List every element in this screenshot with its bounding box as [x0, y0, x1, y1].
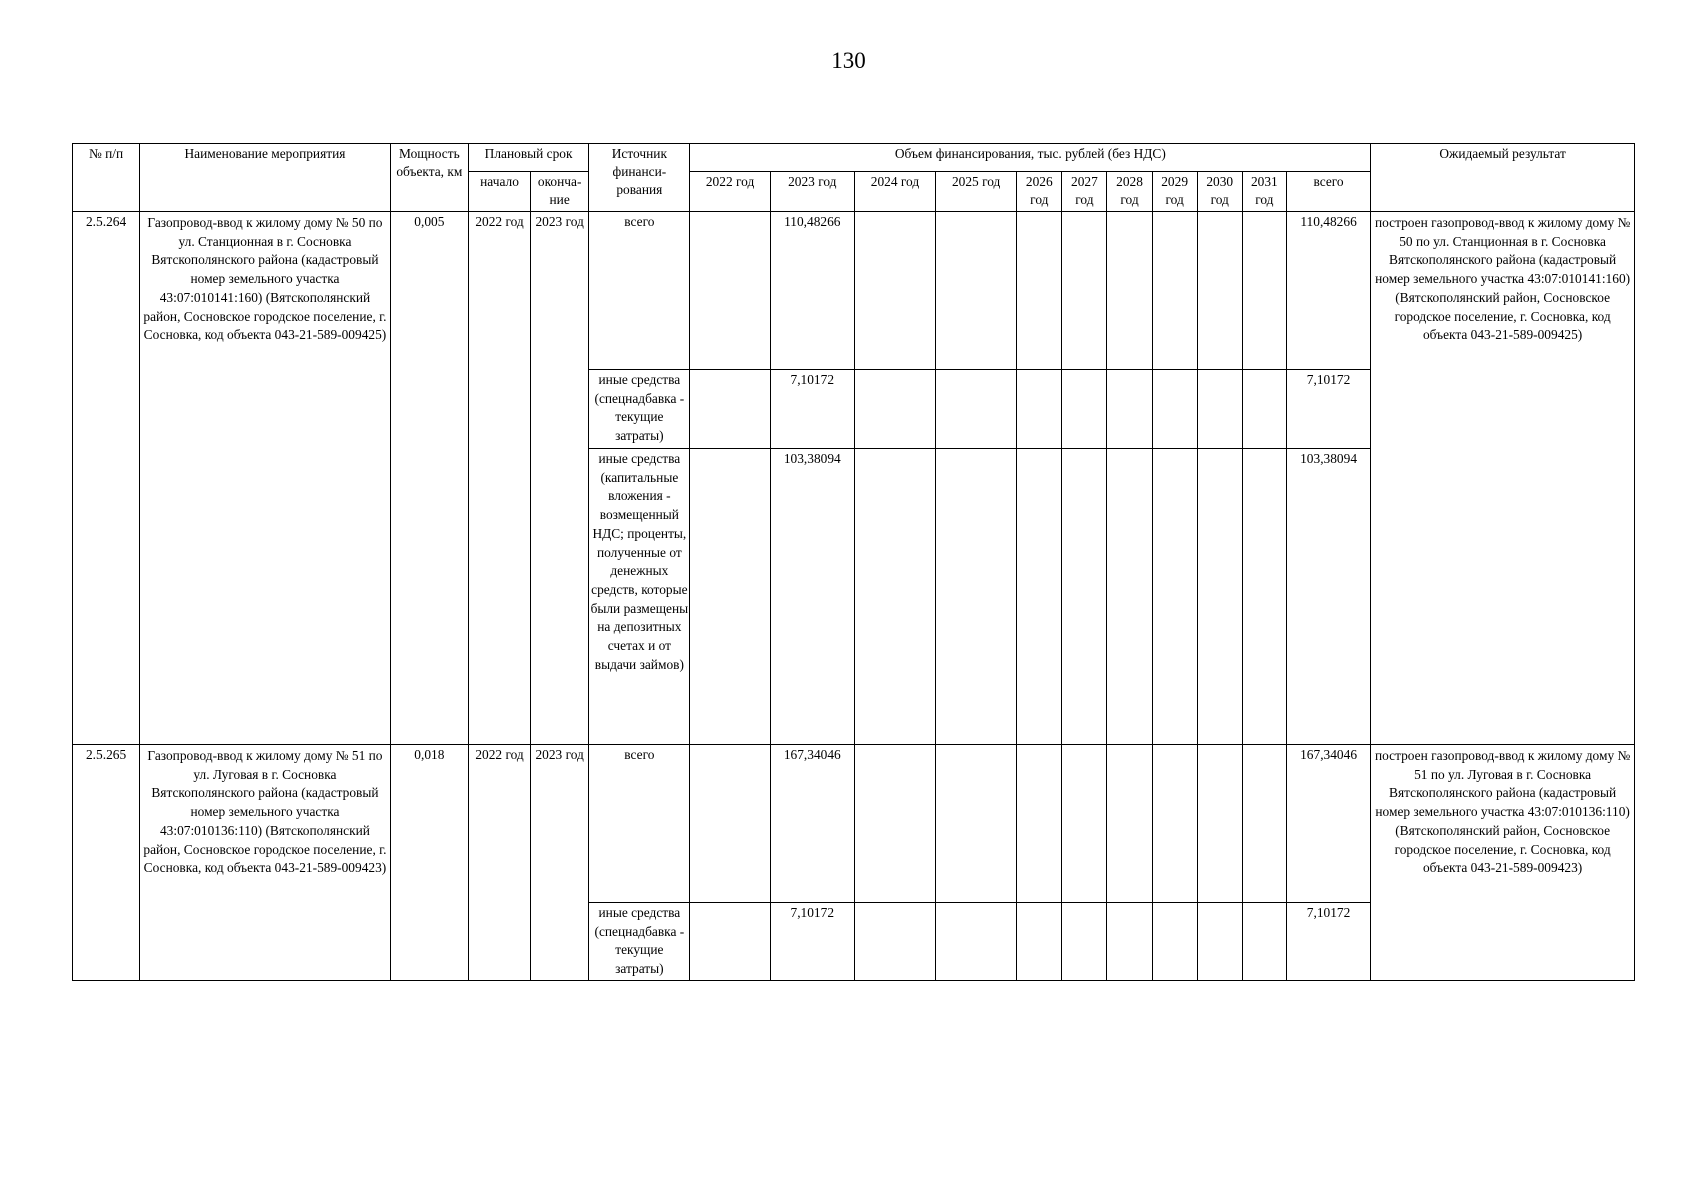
value-2028	[1107, 370, 1152, 449]
value-total: 7,10172	[1286, 370, 1370, 449]
value-2024	[854, 449, 935, 745]
value-2025	[936, 370, 1017, 449]
value-2022	[690, 212, 770, 370]
value-2030	[1197, 212, 1242, 370]
value-2031	[1242, 370, 1286, 449]
value-2023: 7,10172	[770, 903, 854, 981]
row-end: 2023 год	[531, 212, 589, 745]
row-start: 2022 год	[468, 212, 530, 745]
value-2030	[1197, 449, 1242, 745]
value-2027	[1062, 212, 1107, 370]
value-2024	[854, 903, 935, 981]
value-total: 167,34046	[1286, 745, 1370, 903]
value-2031	[1242, 449, 1286, 745]
header-year-2027: 2027 год	[1062, 172, 1107, 212]
header-result: Ожидаемый результат	[1371, 144, 1635, 212]
row-result: построен газопровод-ввод к жилому дому № 50 по ул. Станционная в г. Сосновка Вятскополянского района (кадастровый номер земельного участка 43:07:010141:160) (Вятскополянский район, Сосновское городское поселение, г. Сосновка, код объекта 043-21-589-009425)	[1371, 212, 1635, 745]
header-year-2023: 2023 год	[770, 172, 854, 212]
header-year-2028: 2028 год	[1107, 172, 1152, 212]
table-row	[73, 212, 1635, 370]
value-2029	[1152, 212, 1197, 370]
value-2027	[1062, 745, 1107, 903]
value-2028	[1107, 903, 1152, 981]
value-2026	[1017, 903, 1062, 981]
source-label: иные средства (спецнадбавка - текущие затраты)	[589, 370, 690, 449]
row-name: Газопровод-ввод к жилому дому № 50 по ул. Станционная в г. Сосновка Вятскополянского района (кадастровый номер земельного участка 43:07:010141:160) (Вятскополянский район, Сосновское городское поселение, г. Сосновка, код объекта 043-21-589-009425)	[140, 212, 391, 745]
header-num: № п/п	[73, 144, 140, 212]
value-2025	[936, 745, 1017, 903]
value-2030	[1197, 903, 1242, 981]
value-total: 103,38094	[1286, 449, 1370, 745]
header-source: Источник финанси-рования	[589, 144, 690, 212]
value-2029	[1152, 903, 1197, 981]
financing-table	[72, 143, 1635, 981]
value-2023: 167,34046	[770, 745, 854, 903]
value-2031	[1242, 903, 1286, 981]
value-2030	[1197, 745, 1242, 903]
header-end: оконча-ние	[531, 172, 589, 212]
table-row	[73, 745, 1635, 903]
header-year-2031: 2031 год	[1242, 172, 1286, 212]
header-plan-term: Плановый срок	[468, 144, 588, 172]
value-2026	[1017, 212, 1062, 370]
value-2030	[1197, 370, 1242, 449]
value-2031	[1242, 212, 1286, 370]
row-end: 2023 год	[531, 745, 589, 981]
value-2023: 103,38094	[770, 449, 854, 745]
value-2027	[1062, 370, 1107, 449]
value-2029	[1152, 370, 1197, 449]
value-2029	[1152, 745, 1197, 903]
value-total: 110,48266	[1286, 212, 1370, 370]
value-2022	[690, 903, 770, 981]
value-2026	[1017, 449, 1062, 745]
row-name: Газопровод-ввод к жилому дому № 51 по ул. Луговая в г. Сосновка Вятскополянского района (кадастровый номер земельного участка 43:07:010136:110) (Вятскополянский район, Сосновское городское поселение, г. Сосновка, код объекта 043-21-589-009423)	[140, 745, 391, 981]
row-capacity: 0,018	[390, 745, 468, 981]
value-total: 7,10172	[1286, 903, 1370, 981]
value-2023: 110,48266	[770, 212, 854, 370]
source-label: всего	[589, 745, 690, 903]
value-2025	[936, 212, 1017, 370]
value-2026	[1017, 745, 1062, 903]
value-2023: 7,10172	[770, 370, 854, 449]
source-label: иные средства (спецнадбавка - текущие затраты)	[589, 903, 690, 981]
header-capacity: Мощность объекта, км	[390, 144, 468, 212]
value-2024	[854, 212, 935, 370]
source-label: всего	[589, 212, 690, 370]
row-capacity: 0,005	[390, 212, 468, 745]
value-2024	[854, 370, 935, 449]
value-2022	[690, 745, 770, 903]
value-2026	[1017, 370, 1062, 449]
value-2024	[854, 745, 935, 903]
row-num: 2.5.265	[73, 745, 140, 981]
header-total: всего	[1286, 172, 1370, 212]
header-volume: Объем финансирования, тыс. рублей (без НДС)	[690, 144, 1371, 172]
row-result: построен газопровод-ввод к жилому дому № 51 по ул. Луговая в г. Сосновка Вятскополянского района (кадастровый номер земельного участка 43:07:010136:110) (Вятскополянский район, Сосновское городское поселение, г. Сосновка, код объекта 043-21-589-009423)	[1371, 745, 1635, 981]
header-name: Наименование мероприятия	[140, 144, 391, 212]
header-year-2026: 2026 год	[1017, 172, 1062, 212]
row-start: 2022 год	[468, 745, 530, 981]
value-2029	[1152, 449, 1197, 745]
value-2028	[1107, 212, 1152, 370]
page-number: 130	[831, 48, 866, 73]
value-2031	[1242, 745, 1286, 903]
value-2028	[1107, 449, 1152, 745]
header-year-2025: 2025 год	[936, 172, 1017, 212]
value-2028	[1107, 745, 1152, 903]
header-start: начало	[468, 172, 530, 212]
header-year-2030: 2030 год	[1197, 172, 1242, 212]
header-year-2024: 2024 год	[854, 172, 935, 212]
value-2027	[1062, 903, 1107, 981]
value-2025	[936, 449, 1017, 745]
value-2022	[690, 370, 770, 449]
header-year-2029: 2029 год	[1152, 172, 1197, 212]
value-2025	[936, 903, 1017, 981]
source-label: иные средства (капитальные вложения - возмещенный НДС; проценты, полученные от денежных средств, которые были размещены на депозитных счетах и от выдачи займов)	[589, 449, 690, 745]
header-year-2022: 2022 год	[690, 172, 770, 212]
value-2027	[1062, 449, 1107, 745]
row-num: 2.5.264	[73, 212, 140, 745]
value-2022	[690, 449, 770, 745]
